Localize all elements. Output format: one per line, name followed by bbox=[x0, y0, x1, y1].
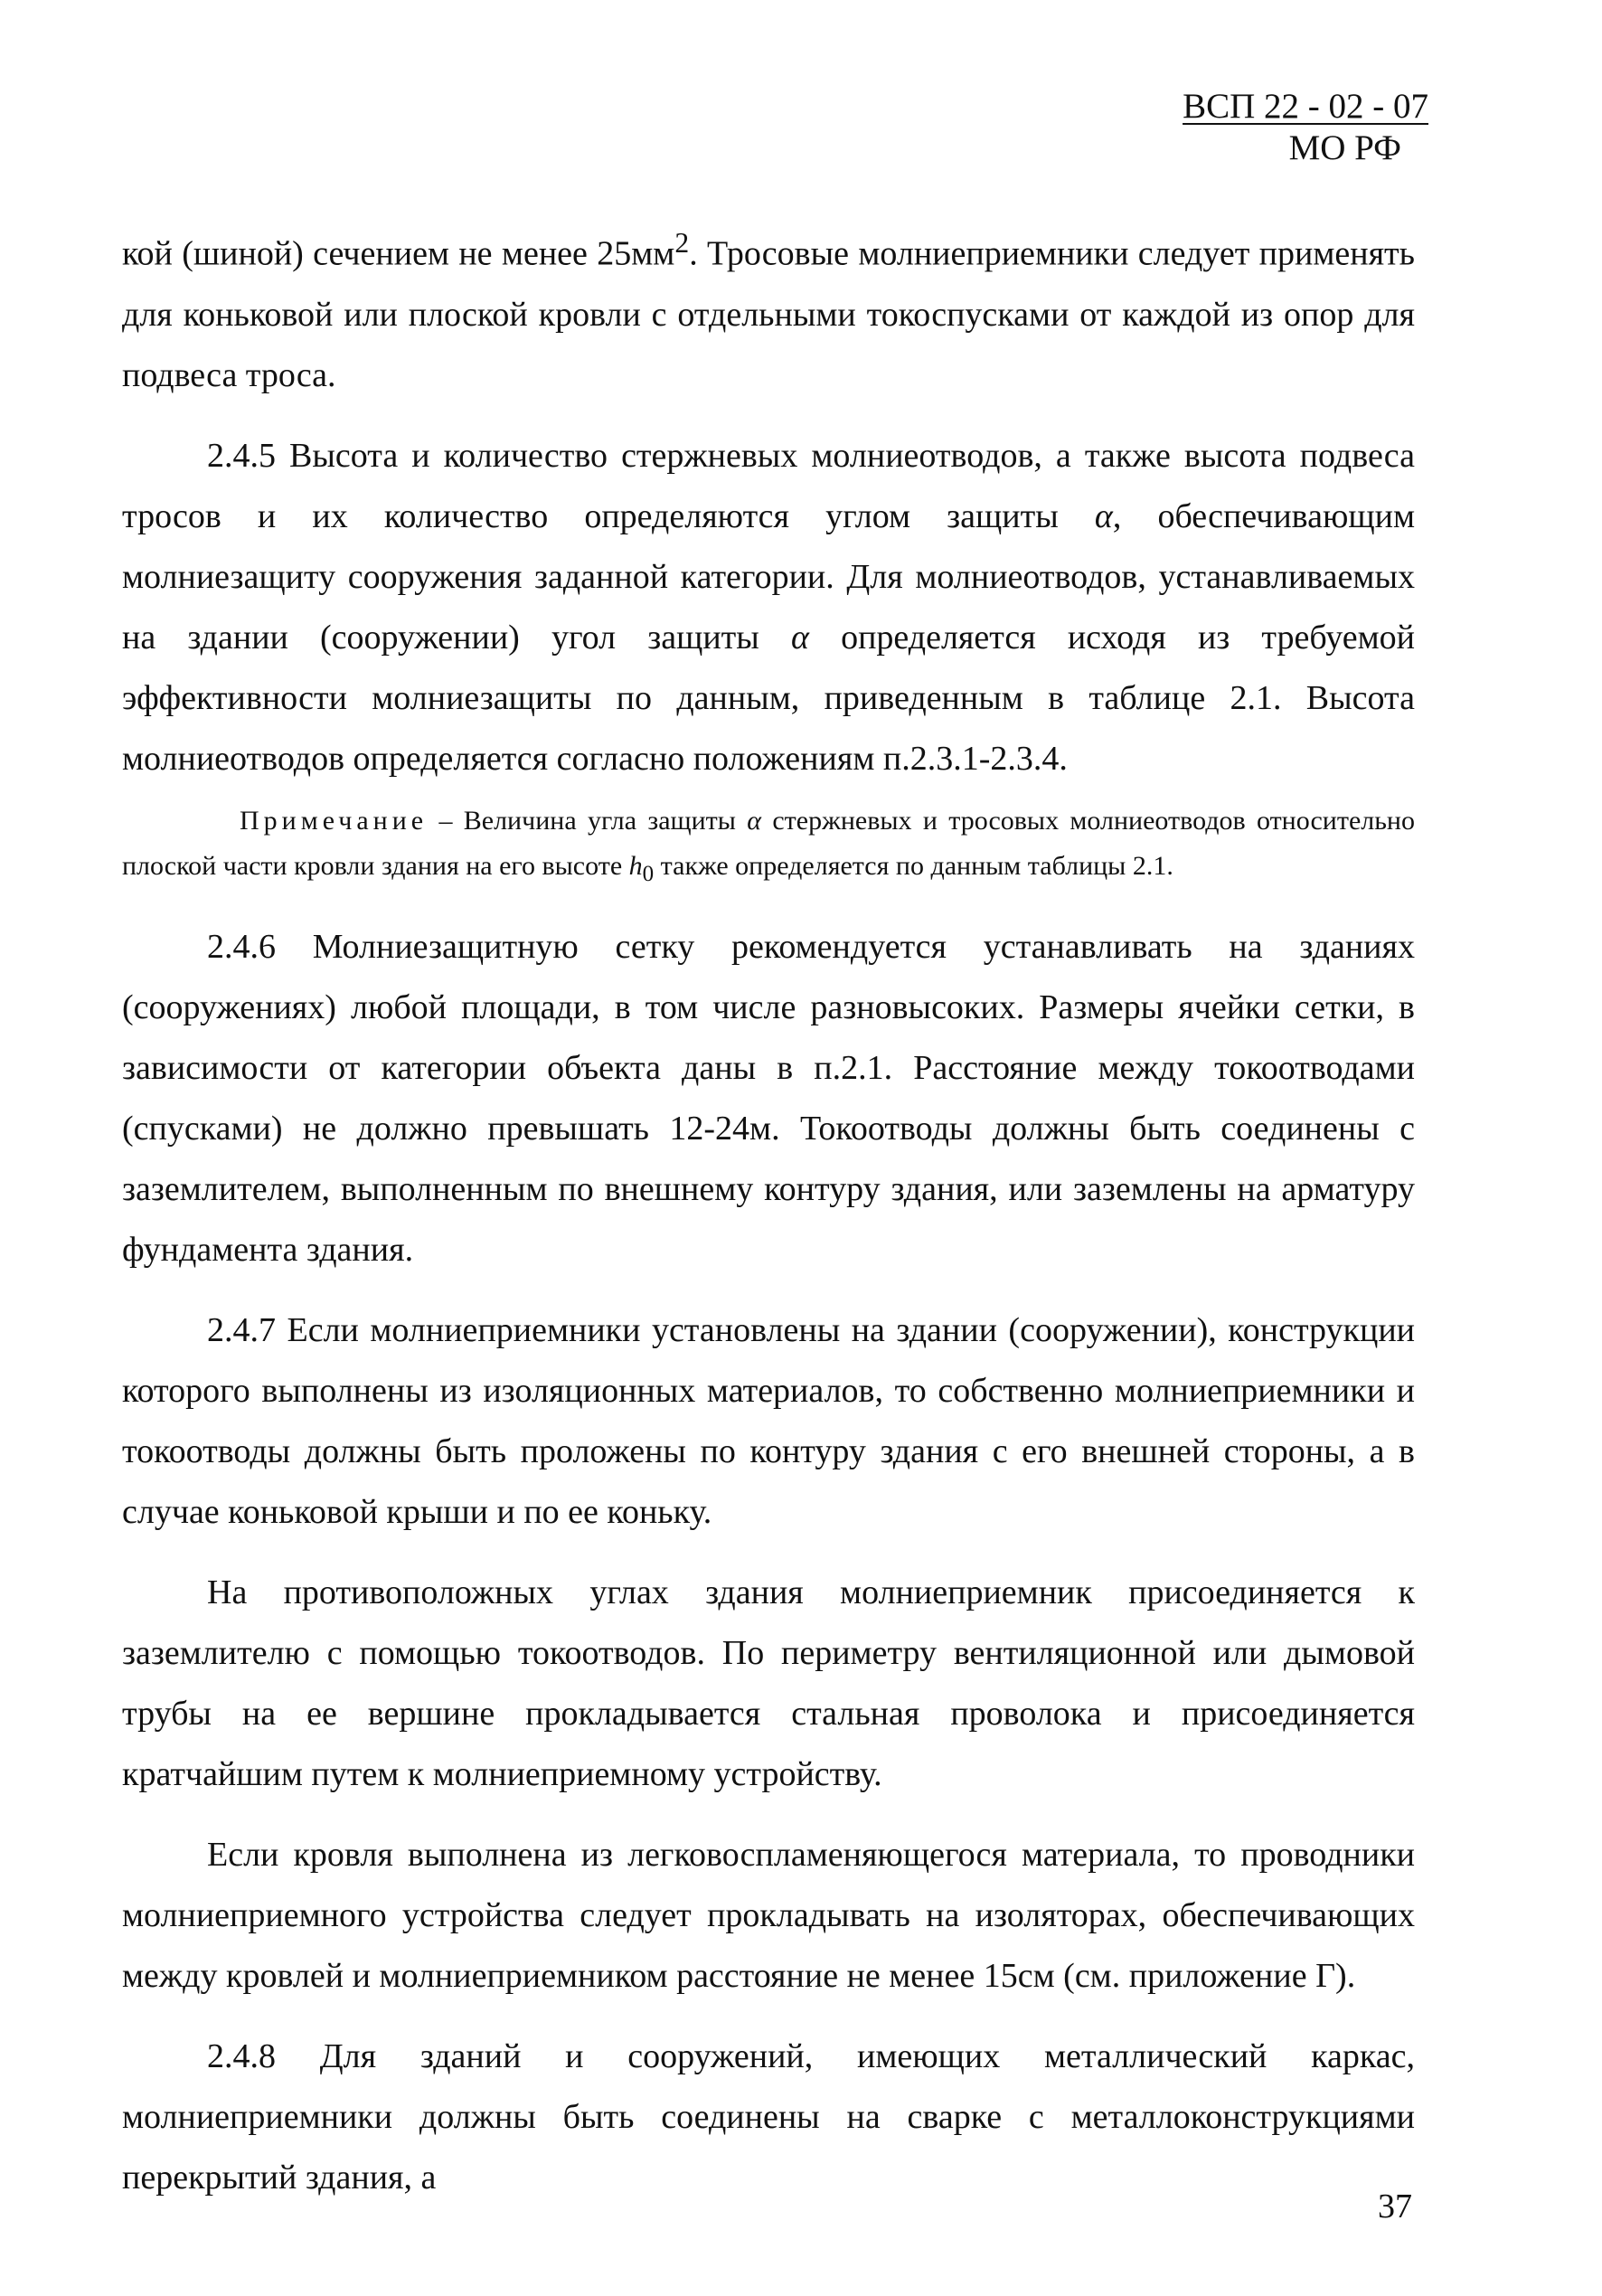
document-code: ВСП 22 - 02 - 07 bbox=[1183, 87, 1428, 126]
paragraph-roofing: Если кровля выполнена из легковоспламеняющегося материала, то проводники молниеприемного устройства следует прокладывать на изоляторах, обеспечивающих между кровлей и молниеприемником расстояние не менее 15см (см. приложение Г). bbox=[122, 1835, 1415, 1995]
alpha-symbol: α bbox=[790, 618, 809, 657]
issuing-organization: МО РФ bbox=[1288, 128, 1401, 167]
h0-symbol: h bbox=[628, 850, 643, 881]
superscript-2: 2 bbox=[674, 227, 690, 259]
paragraph-grounding: На противоположных углах здания молниеприемник присоединяется к заземлителю с помощью токоотводов. По периметру вентиляционной или дымовой трубы на ее вершине прокладывается стальная проволока и присоединяется кратчайшим путем к молниеприемному устройству. bbox=[122, 1573, 1415, 1793]
h0-subscript: 0 bbox=[642, 861, 655, 886]
paragraph-2-4-6: 2.4.6 Молниезащитную сетку рекомендуется устанавливать на зданиях (сооружениях) любой площади, в том числе разновысоких. Размеры ячейки сетки, в зависимости от категории объекта даны в п.2.1. Расстояние между токоотводами (спусками) не должно превышать 12-24м. Токоотводы должны быть соединены с заземлителем, выполненным по внешнему контуру здания, или заземлены на арматуру фундамента здания. bbox=[122, 927, 1415, 1269]
document-header bbox=[1130, 86, 1428, 169]
note-label: Примечание bbox=[240, 805, 429, 836]
page-number: 37 bbox=[1378, 2187, 1412, 2225]
paragraph-2-4-7: 2.4.7 Если молниеприемники установлены на здании (сооружении), конструкции которого выполнены из изоляционных материалов, то собственно молниеприемники и токоотводы должны быть проложены по контуру здания с его внешней стороны, а в случае коньковой крыши и по ее коньку. bbox=[122, 1310, 1415, 1531]
paragraph-2-4-8: 2.4.8 Для зданий и сооружений, имеющих металлический каркас, молниеприемники должны быть соединены на сварке с металлоконструкциями перекрытий здания, а bbox=[122, 2036, 1415, 2197]
body-text bbox=[122, 213, 1415, 2208]
note-paragraph: Примечание – Величина угла защиты α стержневых и тросовых молниеотводов относительно плоской части кровли здания на его высоте $h_0$ также определяется по данным таблицы 2.1. bbox=[122, 805, 1415, 886]
paragraph-2-4-5: 2.4.5 Высота и количество стержневых молниеотводов, а также высота подвеса тросов и их количество определяются углом защиты α, обеспечивающим молниезащиту сооружения заданной категории. Для молниеотводов, устанавливаемых на здании (сооружении) угол защиты α определяется исходя из требуемой эффективности молниезащиты по данным, приведенным в таблице 2.1. Высота молниеотводов определяется согласно положениям п.2.3.1-2.3.4. bbox=[122, 436, 1416, 778]
alpha-symbol: α bbox=[747, 805, 762, 836]
alpha-symbol: α bbox=[1094, 496, 1113, 535]
paragraph-continuation: кой (шиной) сечением не менее $25мм^2$. Тросовые молниеприемники следует применять для коньковой или плоской кровли с отдельными токоспусками от каждой из опор для подвеса троса. bbox=[122, 227, 1415, 394]
